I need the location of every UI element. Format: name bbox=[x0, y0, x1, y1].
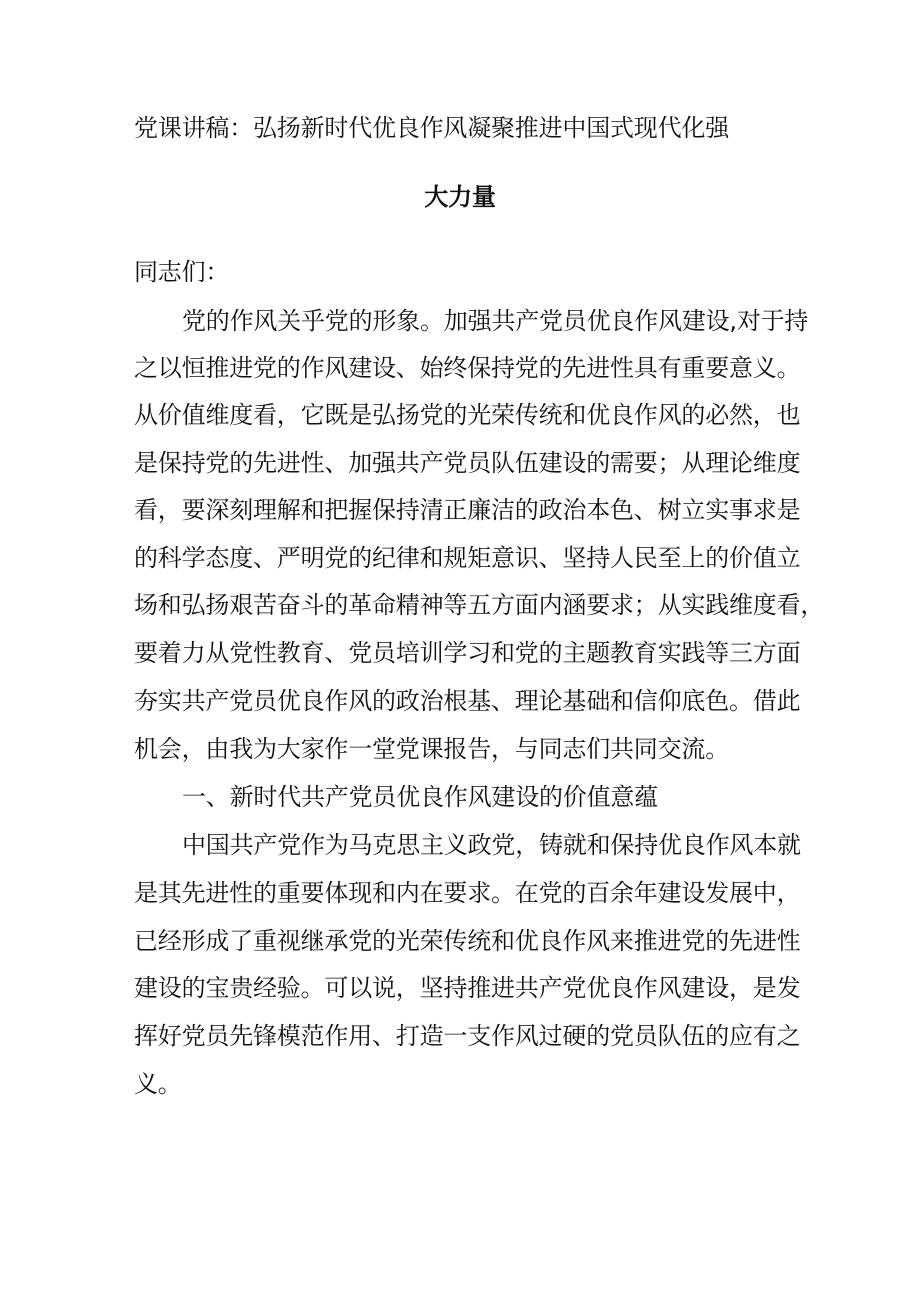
document-title-line-1: 党课讲稿：弘扬新时代优良作风凝聚推进中国式现代化强 bbox=[134, 114, 729, 142]
para2-line-4: 建设的宝贵经验。可以说，坚持推进共产党优良作风建设，是发 bbox=[134, 974, 801, 1002]
para1-line-1: 党的作风关乎党的形象。加强共产党员优良作风建设,对于持 bbox=[182, 307, 809, 335]
para2-line-3: 已经形成了重视继承党的光荣传统和优良作风来推进党的先进性 bbox=[134, 927, 801, 955]
salutation: 同志们： bbox=[134, 258, 230, 286]
para1-line-6: 的科学态度、严明党的纪律和规矩意识、坚持人民至上的价值立 bbox=[134, 544, 801, 572]
para1-line-7: 场和弘扬艰苦奋斗的革命精神等五方面内涵要求；从实践维度看， bbox=[134, 591, 825, 619]
para1-line-9: 夯实共产党员优良作风的政治根基、理论基础和信仰底色。借此 bbox=[134, 687, 801, 715]
document-title-line-2: 大力量 bbox=[424, 183, 496, 211]
para1-line-3: 从价值维度看，它既是弘扬党的光荣传统和优良作风的必然，也 bbox=[134, 401, 801, 429]
para2-line-5: 挥好党员先锋模范作用、打造一支作风过硬的党员队伍的应有之 bbox=[134, 1022, 801, 1050]
para1-line-2: 之以恒推进党的作风建设、始终保持党的先进性具有重要意义。 bbox=[134, 354, 801, 382]
section-heading-1: 一、新时代共产党员优良作风建设的价值意蕴 bbox=[182, 783, 658, 811]
para2-line-6: 义。 bbox=[134, 1070, 182, 1098]
para1-line-5: 看，要深刻理解和把握保持清正廉洁的政治本色、树立实事求是 bbox=[134, 496, 801, 524]
para1-line-4: 是保持党的先进性、加强共产党员队伍建设的需要；从理论维度 bbox=[134, 449, 801, 477]
para2-line-2: 是其先进性的重要体现和内在要求。在党的百余年建设发展中， bbox=[134, 879, 801, 907]
para1-line-8: 要着力从党性教育、党员培训学习和党的主题教育实践等三方面 bbox=[134, 639, 801, 667]
para1-line-10: 机会，由我为大家作一堂党课报告，与同志们共同交流。 bbox=[134, 735, 729, 763]
para2-line-1: 中国共产党作为马克思主义政党，铸就和保持优良作风本就 bbox=[182, 831, 801, 859]
